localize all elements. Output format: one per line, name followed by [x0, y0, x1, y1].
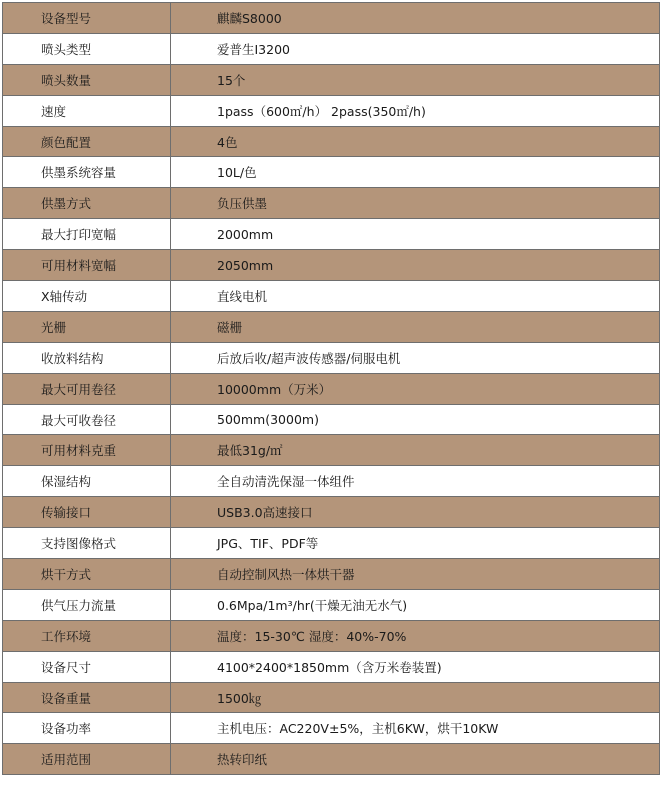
spec-label: 适用范围 [3, 744, 171, 775]
table-row [3, 157, 660, 188]
table-row [3, 33, 660, 64]
spec-table [2, 2, 660, 775]
table-row [3, 682, 660, 713]
table-row [3, 373, 660, 404]
spec-label: 工作环境 [3, 620, 171, 651]
spec-value: 负压供墨 [171, 188, 660, 219]
spec-value: 后放后收/超声波传感器/伺服电机 [171, 342, 660, 373]
table-row [3, 95, 660, 126]
table-row [3, 528, 660, 559]
spec-value: 磁栅 [171, 311, 660, 342]
spec-value: 爱普生I3200 [171, 33, 660, 64]
spec-label: 光栅 [3, 311, 171, 342]
table-row [3, 281, 660, 312]
table-row [3, 559, 660, 590]
spec-value: 10000mm（万米） [171, 373, 660, 404]
spec-label: 支持图像格式 [3, 528, 171, 559]
spec-value: 最低31g/㎡ [171, 435, 660, 466]
spec-label: X轴传动 [3, 281, 171, 312]
spec-value: USB3.0高速接口 [171, 497, 660, 528]
spec-value: 10L/色 [171, 157, 660, 188]
table-row [3, 466, 660, 497]
spec-label: 供墨方式 [3, 188, 171, 219]
spec-value: 直线电机 [171, 281, 660, 312]
spec-label: 可用材料克重 [3, 435, 171, 466]
spec-value: JPG、TIF、PDF等 [171, 528, 660, 559]
spec-value: 2050mm [171, 250, 660, 281]
table-row [3, 126, 660, 157]
table-row [3, 497, 660, 528]
table-row [3, 744, 660, 775]
spec-value: 热转印纸 [171, 744, 660, 775]
spec-value: 4色 [171, 126, 660, 157]
spec-label: 最大打印宽幅 [3, 219, 171, 250]
spec-label: 喷头类型 [3, 33, 171, 64]
spec-label: 保湿结构 [3, 466, 171, 497]
spec-value: 1500㎏ [171, 682, 660, 713]
spec-value: 温度：15-30℃ 湿度：40%-70% [171, 620, 660, 651]
table-row [3, 651, 660, 682]
spec-value: 4100*2400*1850mm（含万米卷装置) [171, 651, 660, 682]
spec-label: 可用材料宽幅 [3, 250, 171, 281]
table-row [3, 342, 660, 373]
spec-label: 设备型号 [3, 3, 171, 34]
spec-label: 供气压力流量 [3, 589, 171, 620]
spec-value: 15个 [171, 64, 660, 95]
spec-value: 500mm(3000m) [171, 404, 660, 435]
spec-label: 最大可收卷径 [3, 404, 171, 435]
table-row [3, 250, 660, 281]
table-row [3, 3, 660, 34]
table-row [3, 589, 660, 620]
spec-value: 2000mm [171, 219, 660, 250]
spec-value: 主机电压：AC220V±5%，主机6KW，烘干10KW [171, 713, 660, 744]
spec-label: 传输接口 [3, 497, 171, 528]
spec-table-body [3, 3, 660, 775]
spec-label: 设备尺寸 [3, 651, 171, 682]
table-row [3, 713, 660, 744]
spec-label: 速度 [3, 95, 171, 126]
table-row [3, 219, 660, 250]
table-row [3, 435, 660, 466]
table-row [3, 620, 660, 651]
spec-value: 自动控制风热一体烘干器 [171, 559, 660, 590]
spec-label: 烘干方式 [3, 559, 171, 590]
spec-label: 供墨系统容量 [3, 157, 171, 188]
table-row [3, 188, 660, 219]
spec-value: 麒麟S8000 [171, 3, 660, 34]
table-row [3, 404, 660, 435]
spec-label: 喷头数量 [3, 64, 171, 95]
spec-value: 1pass（600㎡/h） 2pass(350㎡/h) [171, 95, 660, 126]
table-row [3, 311, 660, 342]
spec-label: 设备功率 [3, 713, 171, 744]
spec-label: 颜色配置 [3, 126, 171, 157]
spec-value: 0.6Mpa/1m³/hr(干燥无油无水气) [171, 589, 660, 620]
spec-label: 收放料结构 [3, 342, 171, 373]
spec-label: 最大可用卷径 [3, 373, 171, 404]
spec-value: 全自动清洗保湿一体组件 [171, 466, 660, 497]
spec-label: 设备重量 [3, 682, 171, 713]
table-row [3, 64, 660, 95]
